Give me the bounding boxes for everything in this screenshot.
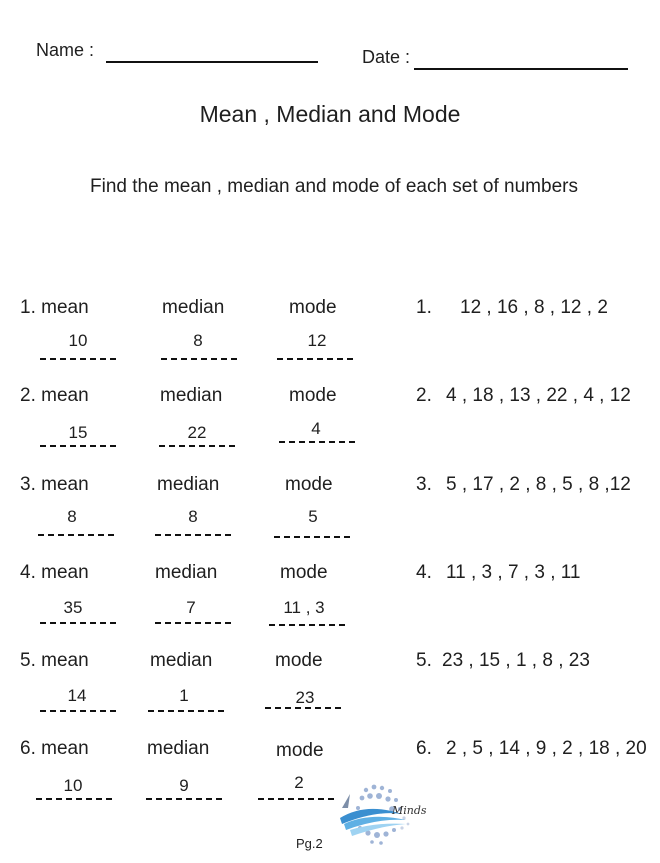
answer-blank xyxy=(161,358,237,360)
mean-answer: 15 xyxy=(68,423,88,442)
date-line xyxy=(414,68,628,70)
mean-label: 2. mean xyxy=(20,385,89,406)
median-label: median xyxy=(157,474,220,495)
mode-answer: 5 xyxy=(308,507,318,526)
median-label: median xyxy=(155,562,218,583)
median-answer: 1 xyxy=(179,686,189,705)
mean-label: 1. mean xyxy=(20,297,89,318)
logo-text: Minds xyxy=(392,804,427,817)
mode-label: mode xyxy=(289,385,337,406)
mean-label: 6. mean xyxy=(20,738,89,759)
mode-label: mode xyxy=(275,650,323,671)
mean-label: 4. mean xyxy=(20,562,89,583)
mode-label: mode xyxy=(280,562,328,583)
median-answer: 7 xyxy=(186,598,196,617)
median-label: median xyxy=(147,738,210,759)
number-set: 4 , 18 , 13 , 22 , 4 , 12 xyxy=(446,385,631,406)
number-set: 5 , 17 , 2 , 8 , 5 , 8 ,12 xyxy=(446,474,631,495)
answer-blank xyxy=(159,445,235,447)
page-title: Mean , Median and Mode xyxy=(199,101,461,127)
answer-blank xyxy=(277,358,353,360)
number-set: 12 , 16 , 8 , 12 , 2 xyxy=(460,297,608,318)
mode-answer: 11 , 3 xyxy=(283,598,325,617)
answer-blank xyxy=(40,445,116,447)
answer-blank xyxy=(274,536,350,538)
name-line xyxy=(106,61,318,63)
set-number: 6. xyxy=(416,738,432,759)
set-number: 4. xyxy=(416,562,432,583)
mean-answer: 8 xyxy=(67,507,77,526)
median-label: median xyxy=(160,385,223,406)
median-label: median xyxy=(150,650,213,671)
mean-answer: 14 xyxy=(67,686,87,705)
number-set: 11 , 3 , 7 , 3 , 11 xyxy=(446,562,581,583)
number-set: 23 , 15 , 1 , 8 , 23 xyxy=(442,650,590,671)
answer-blank xyxy=(269,624,345,626)
mean-answer: 10 xyxy=(68,331,88,350)
set-number: 1. xyxy=(416,297,432,318)
logo-icon xyxy=(336,778,432,850)
mean-answer: 35 xyxy=(63,598,83,617)
mode-label: mode xyxy=(285,474,333,495)
answer-blank xyxy=(265,707,341,709)
mode-label: mode xyxy=(276,740,324,761)
median-answer: 22 xyxy=(187,423,207,442)
median-answer: 8 xyxy=(188,507,198,526)
name-label: Name : xyxy=(36,40,95,60)
page-number: Pg.2 xyxy=(296,836,323,851)
mode-answer: 12 xyxy=(307,331,327,350)
answer-blank xyxy=(40,358,116,360)
answer-blank xyxy=(36,798,112,800)
mode-answer: 2 xyxy=(294,773,304,792)
mode-answer: 4 xyxy=(311,419,321,438)
answer-blank xyxy=(40,710,116,712)
number-set: 2 , 5 , 14 , 9 , 2 , 18 , 20 xyxy=(446,738,647,759)
answer-blank xyxy=(146,798,222,800)
mean-answer: 10 xyxy=(63,776,83,795)
answer-blank xyxy=(40,622,116,624)
mean-label: 5. mean xyxy=(20,650,89,671)
set-number: 3. xyxy=(416,474,432,495)
answer-blank xyxy=(38,534,114,536)
median-answer: 8 xyxy=(193,331,203,350)
answer-blank xyxy=(279,441,355,443)
answer-blank xyxy=(258,798,334,800)
date-label: Date : xyxy=(362,47,411,67)
instructions: Find the mean , median and mode of each set of numbers xyxy=(90,176,578,197)
mean-label: 3. mean xyxy=(20,474,89,495)
answer-blank xyxy=(155,622,231,624)
median-answer: 9 xyxy=(179,776,189,795)
median-label: median xyxy=(162,297,225,318)
answer-blank xyxy=(155,534,231,536)
set-number: 5. xyxy=(416,650,432,671)
mode-label: mode xyxy=(289,297,337,318)
mode-answer: 23 xyxy=(295,688,315,707)
set-number: 2. xyxy=(416,385,432,406)
answer-blank xyxy=(148,710,224,712)
